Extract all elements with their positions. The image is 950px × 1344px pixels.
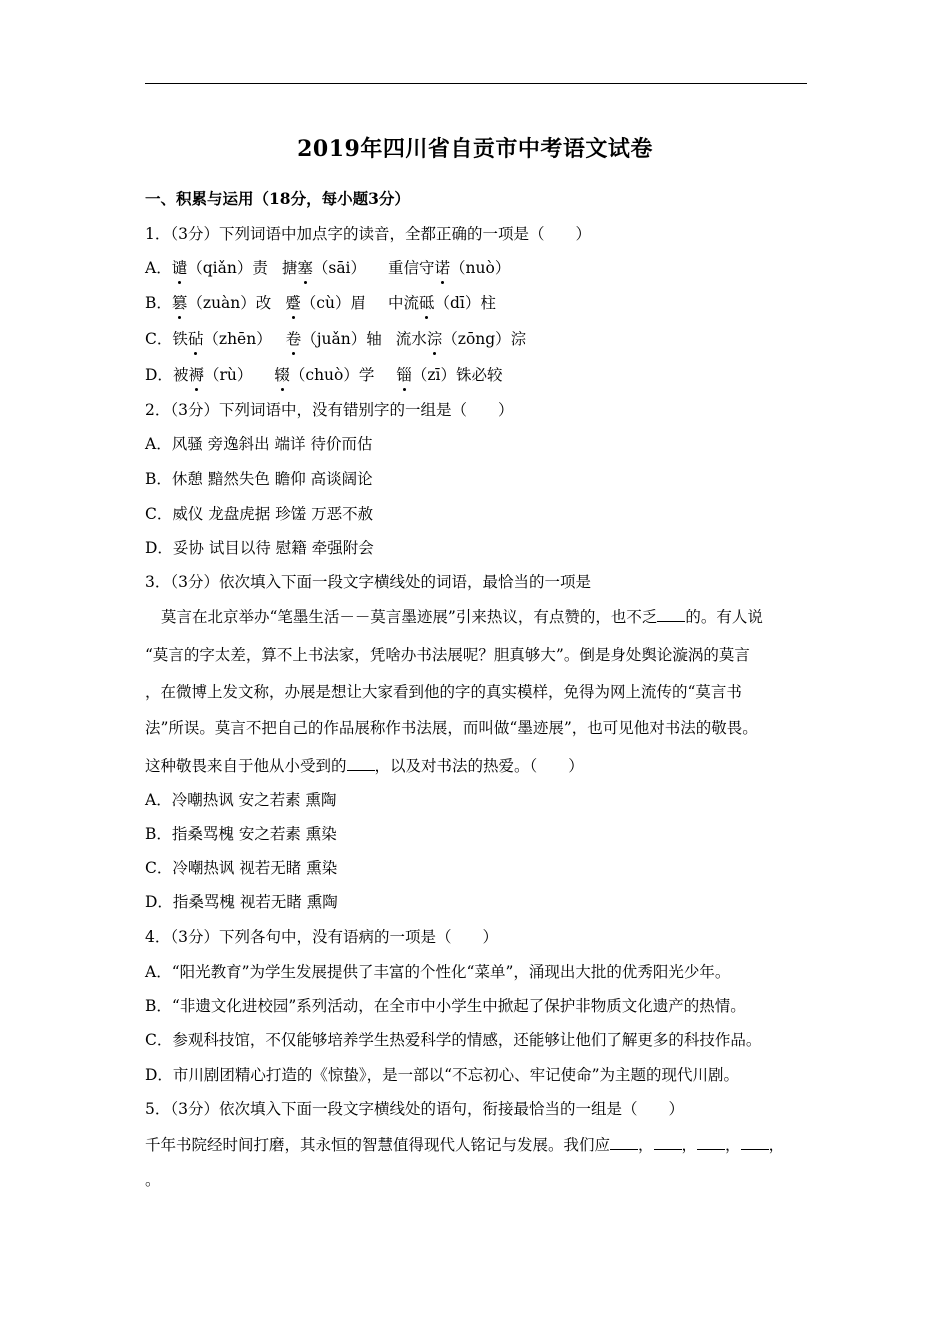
q3-passage-line-3: ，在微博上发文称，办展是想让大家看到他的字的真实模样，免得为网上流传的“莫言书 [145, 683, 742, 701]
q3-passage-line-1: 莫言在北京举办“笔墨生活－－莫言墨迹展”引来热议，有点赞的，也不乏 的。有人说 [161, 608, 763, 626]
q3-passage-line-4: 法”所误。莫言不把自己的作品展称作书法展，而叫做“墨迹展”，也可见他对书法的敬畏。 [145, 719, 758, 737]
q3-option-d: D．指桑骂槐 视若无睹 熏陶 [145, 893, 338, 911]
q1-option-d: D．被褥（rù） 辍（chuò）学 锱（zī）铢必较 [145, 366, 503, 384]
header-rule [145, 83, 807, 84]
q3-stem: 3．（3分）依次填入下面一段文字横线处的词语，最恰当的一项是 [145, 573, 591, 591]
q5-stem: 5．（3分）依次填入下面一段文字横线处的语句，衔接最恰当的一组是（ ） [145, 1100, 684, 1118]
q2-option-b: B．休憩 黯然失色 瞻仰 高谈阔论 [145, 470, 373, 488]
q1-option-c: C．铁砧（zhēn） 卷（juǎn）轴 流水淙（zōng）淙 [145, 330, 527, 348]
section-heading: 一、积累与运用（18分，每小题3分） [145, 189, 410, 208]
q3-blank-2 [347, 756, 375, 771]
q1-stem: 1．（3分）下列词语中加点字的读音，全都正确的一项是（ ） [145, 225, 591, 243]
q2-stem: 2．（3分）下列词语中，没有错别字的一组是（ ） [145, 401, 514, 419]
q3-option-c: C．冷嘲热讽 视若无睹 熏染 [145, 859, 338, 877]
q3-option-a: A．冷嘲热讽 安之若素 熏陶 [145, 791, 337, 809]
q4-option-c: C．参观科技馆，不仅能够培养学生热爱科学的情感，还能够让他们了解更多的科技作品。 [145, 1031, 762, 1049]
q2-option-d: D．妥协 试目以待 慰籍 牵强附会 [145, 539, 374, 557]
q2-option-a: A．风骚 旁逸斜出 端详 待价而估 [145, 435, 373, 453]
q5-blank-1 [610, 1135, 638, 1150]
q5-passage-line-1: 千年书院经时间打磨，其永恒的智慧值得现代人铭记与发展。我们应 ， ， ， ， [145, 1136, 785, 1154]
q4-stem: 4．（3分）下列各句中，没有语病的一项是（ ） [145, 928, 498, 946]
q4-option-a: A．“阳光教育”为学生发展提供了丰富的个性化“菜单”，涌现出大批的优秀阳光少年。 [145, 963, 731, 981]
q5-passage-line-2: 。 [145, 1171, 161, 1189]
q4-option-b: B．“非遗文化进校园”系列活动，在全市中小学生中掀起了保护非物质文化遗产的热情。 [145, 997, 746, 1015]
q5-blank-2 [654, 1135, 682, 1150]
q5-blank-4 [741, 1135, 769, 1150]
q3-passage-line-2: “莫言的字太差，算不上书法家，凭啥办书法展呢？胆真够大”。倒是身处舆论漩涡的莫言 [145, 646, 750, 664]
q5-blank-3 [697, 1135, 725, 1150]
q3-blank-1 [657, 607, 685, 622]
q1-option-a: A．谴（qiǎn）责 搪塞（sāi） 重信守诺（nuò） [145, 259, 511, 277]
q4-option-d: D．市川剧团精心打造的《惊蛰》，是一部以“不忘初心、牢记使命”为主题的现代川剧。 [145, 1066, 740, 1084]
q3-passage-line-5: 这种敬畏来自于他从小受到的 ，以及对书法的热爱。（ ） [145, 757, 584, 775]
q3-option-b: B．指桑骂槐 安之若素 熏染 [145, 825, 337, 843]
q2-option-c: C．威仪 龙盘虎据 珍馐 万恶不赦 [145, 505, 374, 523]
page-title: 2019年四川省自贡市中考语文试卷 [297, 136, 653, 162]
q1-option-b: B．篡（zuàn）改 蹙（cù）眉 中流砥（dī）柱 [145, 294, 496, 312]
